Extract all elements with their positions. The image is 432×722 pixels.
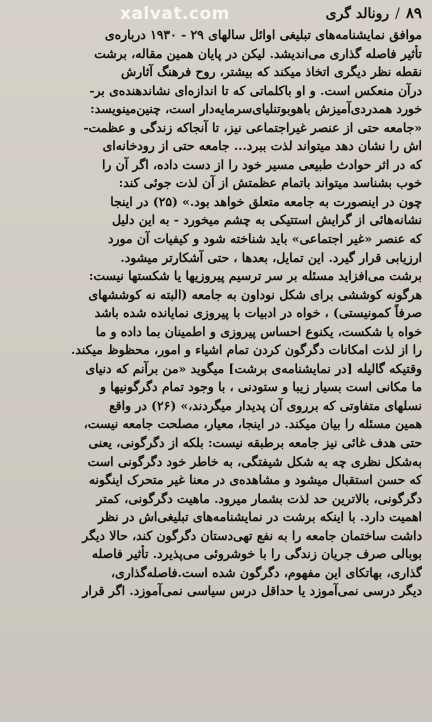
text-line: داشت ساختمان جامعه را به نفع تهی‌دستان دگرگون کند، حالا دیگر	[82, 527, 422, 543]
text-line: چون در اینصورت به جامعه متعلق خواهد بود.» (۲۵) در اینجا	[110, 193, 422, 209]
text-line: اهمیت دارد. با اینکه برشت در نمایشنامه‌های تبلیغی‌اش در نظر	[98, 509, 422, 525]
text-line: را از لذت امکانات دگرگون کردن تمام اشیاء و امور، محظوظ میکند.	[71, 342, 422, 358]
text-line: وقتیکه گالیله [در نمایشنامه‌ی برشت] میگوید «من برآنم که دنیای	[85, 360, 422, 376]
text-line: خورد همدردی‌آمیزش باهوبوتنلیای‌سرمایه‌دار است، چنین‌مینویسد:	[90, 101, 422, 117]
text-line: بوبالی صرف جریان زندگی را با خوشروئی می‌پذیرد. تأثیر فاصله	[91, 546, 422, 562]
text-line: نقطه نظر دیگری اتخاذ میکند که بیشتر، روح فرهنگ آثارش	[120, 64, 422, 80]
text-line: نسلهای متفاوتی که برروی آن پدیدار میگردند،» (۲۶) در واقع	[109, 397, 422, 413]
text-line: گذاری، بهاتکای این مفهوم، دگرگون شده است.فاصله‌گذاری،	[111, 564, 422, 580]
text-line: خوب بشناسد میتواند باتمام عظمتش از آن لذت جوئی کند:	[118, 175, 422, 191]
text-line: دگرگونی، بالاترین حد لذت بشمار میرود. ماهیت دگرگونی، کمتر	[96, 490, 422, 506]
text-line: همین مسئله را بیان میکند. در اینجا، معیار، مصلحت جامعه نیست،	[83, 416, 422, 432]
text-line: به‌شکل نظری چه به شکل شیفتگی، به خاطر خود دگرگونی است	[87, 453, 422, 469]
text-line: نشانه‌هائی از گرایش استتیکی به چشم میخورد - به این دلیل	[112, 212, 422, 228]
page-number: ۸۹	[405, 4, 422, 22]
text-line: دیگر درسی نمی‌آموزد یا حداقل درس سیاسی نمی‌آموزد. اگر قرار	[82, 583, 422, 599]
text-line: صرفاً کمونیستی) ، خواه در ادبیات با پیروزی نمایانده شده باشد	[94, 305, 422, 321]
text-line: که در اثر حوادث طبیعی مسیر خود را از دست داده، اگر آن را	[101, 156, 422, 172]
body-text	[8, 26, 422, 601]
text-line: ما مکانی است بسیار زیبا و ستودنی ، با وجود تمام دگرگونیها و	[100, 379, 422, 395]
text-line: که عنصر «غیر اجتماعی» باید شناخته شود و کیفیات آن مورد	[107, 231, 422, 247]
text-line: حتی هدف غائی نیز جامعه برطبقه نیست: بلکه از دگرگونی، یعنی	[88, 435, 422, 451]
text-line: خواه با شکست، یکنوع احساس پیروزی و اطمینان بما داده و ما	[95, 323, 422, 339]
text-line: درآن منعکس است. و او باکلماتی که تا اندازه‌ای نشاندهنده‌ی بر-	[89, 82, 422, 98]
text-line: تأثیر فاصله گذاری می‌اندیشد. لیکن در پایان همین مقاله، برشت	[94, 45, 422, 61]
text-line: برشت می‌افزاید مسئله بر سر ترسیم پیروزیها یا شکستها نیست:	[88, 268, 422, 284]
text-line: اش را نشان دهد میتواند لذت ببرد... جامعه حتی از رودخانه‌ای	[102, 138, 422, 154]
watermark: xalvat.com	[120, 4, 230, 24]
text-line: «جامعه حتی از عنصر غیراجتماعی نیز، تا آنجاکه زندگی و عظمت-	[83, 119, 422, 135]
text-line: هرگونه کوششی برای شکل نوداون به جامعه (البته نه کوششهای	[88, 286, 422, 302]
text-line: ارزیابی قرار گیرد. این تمایل، بعدها ، حتی آشکارتر میشود.	[120, 249, 422, 265]
header-author: رونالد گری	[325, 6, 390, 22]
text-line: موافق نمایشنامه‌های تبلیغی اوائل سالهای ۲۹ - ۱۹۳۰ درباره‌ی	[104, 27, 422, 42]
text-line: که حسن استقبال میشود و مشاهده‌ی در معنا غیر متحرک اینگونه	[88, 472, 422, 488]
header-separator: /	[395, 6, 400, 22]
